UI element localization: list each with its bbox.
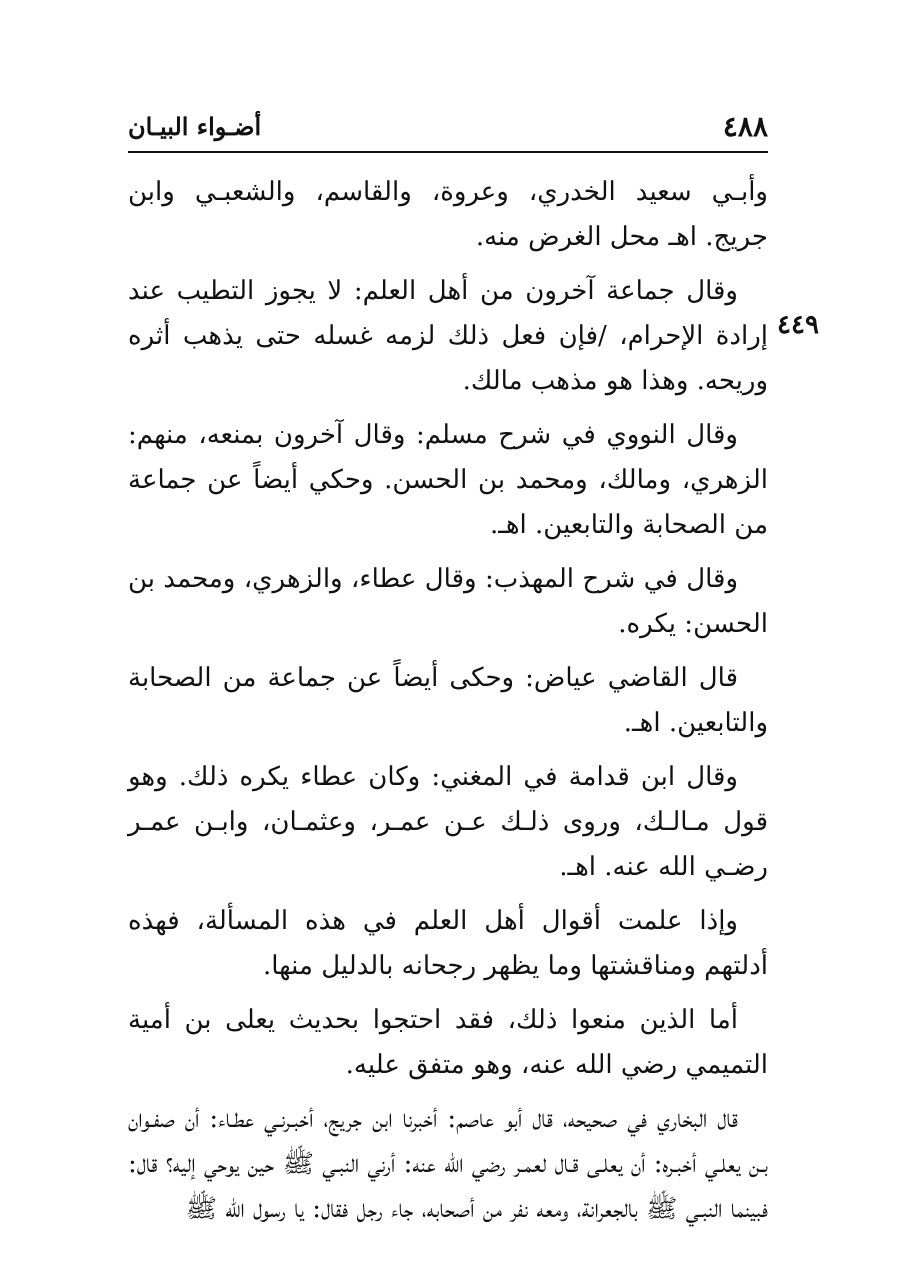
body-text bbox=[128, 170, 768, 1241]
header-divider bbox=[128, 151, 768, 153]
paragraph: وأبـي سعيد الخدري، وعروة، والقاسم، والشعبـي وابن جريج. اهـ محل الغرض منه. bbox=[128, 177, 768, 252]
paragraph: وقال في شرح المهذب: وقال عطاء، والزهري، ومحمد بن الحسن: يكره. bbox=[128, 564, 768, 639]
paragraph: قال القاضي عياض: وحكى أيضاً عن جماعة من الصحابة والتابعين. اهـ. bbox=[128, 663, 768, 738]
paragraph: وإذا علمت أقوال أهل العلم في هذه المسألة، فهذه أدلتهم ومناقشتها وما يظهر رجحانه بالدليل منها. bbox=[128, 906, 768, 981]
page-number: ٤٨٨ bbox=[722, 110, 768, 143]
margin-page-reference: ٤٤٩ bbox=[777, 310, 819, 340]
paragraph: وقال جماعة آخرون من أهل العلم: لا يجوز التطيب عند إرادة الإحرام، /فإن فعل ذلك لزمه غسله حتى يذهب أثره وريحه. وهذا هو مذهب مالك. bbox=[128, 276, 768, 396]
paragraph: قال البخاري في صحيحه، قال أبو عاصم: أخبرنا ابن جريج، أخبـرنـي عطـاء: أن صفـوان بـن يعلـي أخبـره: أن يعلـى قـال لعمـر رضي الله عنه: أرني النبـي ﷺ حين يوحي إليه؟ قال: فبينما النبـي ﷺ بالجعرانة، ومعه نفر من أصحابه، جاء رجل فقال: يا رسول الله ﷺ bbox=[128, 1104, 768, 1224]
page-header bbox=[128, 108, 768, 152]
paragraph: وقال ابن قدامة في المغني: وكان عطاء يكره ذلك. وهو قول مـالـك، وروى ذلـك عـن عمـر، وعثمـان، وابـن عمـر رضـي الله عنه. اهـ. bbox=[128, 762, 768, 882]
paragraph: وقال النووي في شرح مسلم: وقال آخرون بمنعه، منهم: الزهري، ومالك، ومحمد بن الحسن. وحكي أيضاً عن جماعة من الصحابة والتابعين. اهـ. bbox=[128, 420, 768, 540]
book-title: أضـواء البيـان bbox=[128, 112, 262, 141]
paragraph: أما الذين منعوا ذلك، فقد احتجوا بحديث يعلى بن أمية التميمي رضي الله عنه، وهو متفق عليه. bbox=[128, 1005, 768, 1080]
